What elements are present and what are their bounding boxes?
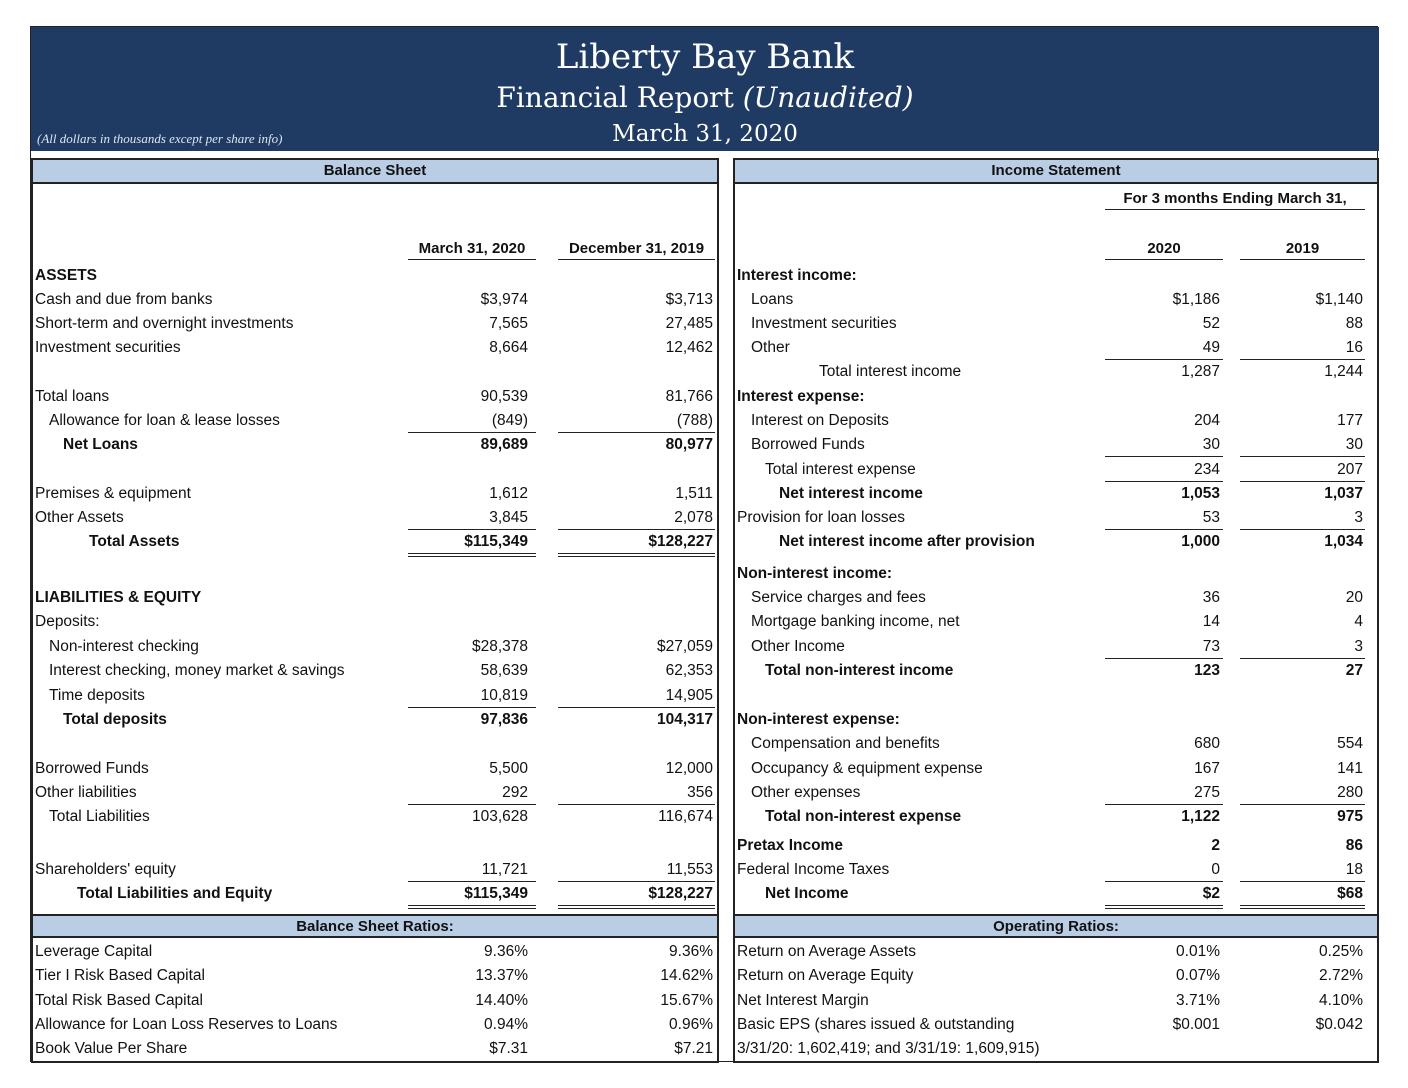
bs-row-cash: Cash and due from banks $3,974 $3,713 <box>35 291 713 308</box>
double-underline <box>408 905 536 909</box>
is-row-other-expenses: Other expenses 275 280 <box>751 784 1363 801</box>
is-heading-non-interest-income: Non-interest income: <box>737 565 893 582</box>
is-row-investment-securities: Investment securities 52 88 <box>751 315 1363 332</box>
ratio-row-tier1: Tier I Risk Based Capital 13.37% 14.62% <box>35 967 713 984</box>
ratio-row-leverage: Leverage Capital 9.36% 9.36% <box>35 943 713 960</box>
bs-row-borrowed-funds: Borrowed Funds 5,500 12,000 <box>35 760 713 777</box>
is-row-federal-taxes: Federal Income Taxes 0 18 <box>737 861 1363 878</box>
is-row-occupancy: Occupancy & equipment expense 167 141 <box>751 760 1363 777</box>
bs-row-other-liabilities: Other liabilities 292 356 <box>35 784 713 801</box>
is-row-borrowed-funds: Borrowed Funds 30 30 <box>751 436 1363 453</box>
financial-report-page <box>30 26 1378 1062</box>
bank-name: Liberty Bay Bank <box>555 37 855 77</box>
is-col-header-2: 2019 <box>1240 240 1365 260</box>
is-heading-interest-income: Interest income: <box>737 267 857 284</box>
double-underline <box>1105 905 1223 909</box>
bs-row-total-liab-equity: Total Liabilities and Equity $115,349 $128,227 <box>77 885 713 902</box>
is-row-total-non-interest-income: Total non-interest income 123 27 <box>765 662 1363 679</box>
balance-sheet-ratios-title: Balance Sheet Ratios: <box>33 914 717 938</box>
is-row-mortgage-banking: Mortgage banking income, net 14 4 <box>751 613 1363 630</box>
is-row-service-charges: Service charges and fees 36 20 <box>751 589 1363 606</box>
is-row-loans: Loans $1,186 $1,140 <box>751 291 1363 308</box>
ratio-row-total-risk: Total Risk Based Capital 14.40% 15.67% <box>35 992 713 1009</box>
is-row-compensation: Compensation and benefits 680 554 <box>751 735 1363 752</box>
double-underline <box>1240 905 1365 909</box>
bs-row-deposits: Deposits: <box>35 613 100 630</box>
bs-col-header-1: March 31, 2020 <box>408 240 536 260</box>
op-ratio-eps: Basic EPS (shares issued & outstanding $0.001 $0.042 <box>737 1016 1363 1033</box>
double-underline <box>408 553 536 557</box>
report-status: (Unaudited) <box>742 81 914 114</box>
is-heading-non-interest-expense: Non-interest expense: <box>737 711 900 728</box>
bs-row-net-loans: Net Loans 89,689 80,977 <box>63 436 713 453</box>
is-col-header-1: 2020 <box>1105 240 1223 260</box>
is-row-net-after-provision: Net interest income after provision 1,000 1,034 <box>779 533 1363 550</box>
balance-sheet-title: Balance Sheet <box>33 160 717 184</box>
is-row-total-non-interest-expense: Total non-interest expense 1,122 975 <box>765 808 1363 825</box>
bs-row-total-deposits: Total deposits 97,836 104,317 <box>63 711 713 728</box>
op-ratio-roae: Return on Average Equity 0.07% 2.72% <box>737 967 1363 984</box>
is-row-net-income: Net Income $2 $68 <box>765 885 1363 902</box>
bs-row-total-loans: Total loans 90,539 81,766 <box>35 388 713 405</box>
units-note: (All dollars in thousands except per share info) <box>37 131 283 146</box>
double-underline <box>558 905 715 909</box>
bs-row-premises: Premises & equipment 1,612 1,511 <box>35 485 713 502</box>
bs-row-interest-checking: Interest checking, money market & savings 58,639 62,353 <box>49 662 713 679</box>
op-ratio-roaa: Return on Average Assets 0.01% 0.25% <box>737 943 1363 960</box>
balance-sheet-panel <box>31 158 719 1063</box>
is-row-pretax-income: Pretax Income 2 86 <box>737 837 1363 854</box>
is-row-total-interest-income: Total interest income 1,287 1,244 <box>819 363 1363 380</box>
underline <box>1240 456 1365 457</box>
report-header <box>31 27 1379 151</box>
op-ratio-eps-note: 3/31/20: 1,602,419; and 3/31/19: 1,609,915) <box>737 1040 1040 1057</box>
bs-row-short-term: Short-term and overnight investments 7,565 27,485 <box>35 315 713 332</box>
is-row-other: Other 49 16 <box>751 339 1363 356</box>
income-statement-panel <box>733 158 1379 1063</box>
bs-row-total-liabilities: Total Liabilities 103,628 116,674 <box>49 808 713 825</box>
ratio-row-allowance: Allowance for Loan Loss Reserves to Loans 0.94% 0.96% <box>35 1016 713 1033</box>
is-row-provision: Provision for loan losses 53 3 <box>737 509 1363 526</box>
bs-row-investment: Investment securities 8,664 12,462 <box>35 339 713 356</box>
is-row-net-interest-income: Net interest income 1,053 1,037 <box>779 485 1363 502</box>
report-date: March 31, 2020 <box>612 121 798 147</box>
underline <box>1105 456 1223 457</box>
is-row-other-income: Other Income 73 3 <box>751 638 1363 655</box>
is-heading-interest-expense: Interest expense: <box>737 388 865 405</box>
bs-row-shareholders-equity: Shareholders' equity 11,721 11,553 <box>35 861 713 878</box>
ratio-row-book-value: Book Value Per Share $7.31 $7.21 <box>35 1040 713 1057</box>
bs-col-header-2: December 31, 2019 <box>558 240 715 260</box>
period-header: For 3 months Ending March 31, <box>1105 190 1365 210</box>
bs-row-non-interest-checking: Non-interest checking $28,378 $27,059 <box>49 638 713 655</box>
income-statement-title: Income Statement <box>735 160 1377 184</box>
bs-row-time-deposits: Time deposits 10,819 14,905 <box>49 687 713 704</box>
is-row-interest-on-deposits: Interest on Deposits 204 177 <box>751 412 1363 429</box>
operating-ratios-title: Operating Ratios: <box>735 914 1377 938</box>
bs-row-total-assets: Total Assets $115,349 $128,227 <box>89 533 713 550</box>
double-underline <box>558 553 715 557</box>
bs-row-other-assets: Other Assets 3,845 2,078 <box>35 509 713 526</box>
is-row-total-interest-expense: Total interest expense 234 207 <box>765 461 1363 478</box>
liabilities-heading: LIABILITIES & EQUITY <box>35 589 202 606</box>
op-ratio-nim: Net Interest Margin 3.71% 4.10% <box>737 992 1363 1009</box>
report-title-line <box>31 81 1379 114</box>
report-title: Financial Report <box>496 81 734 114</box>
assets-heading: ASSETS <box>35 267 98 284</box>
bs-row-allowance: Allowance for loan & lease losses (849) (788) <box>49 412 713 429</box>
